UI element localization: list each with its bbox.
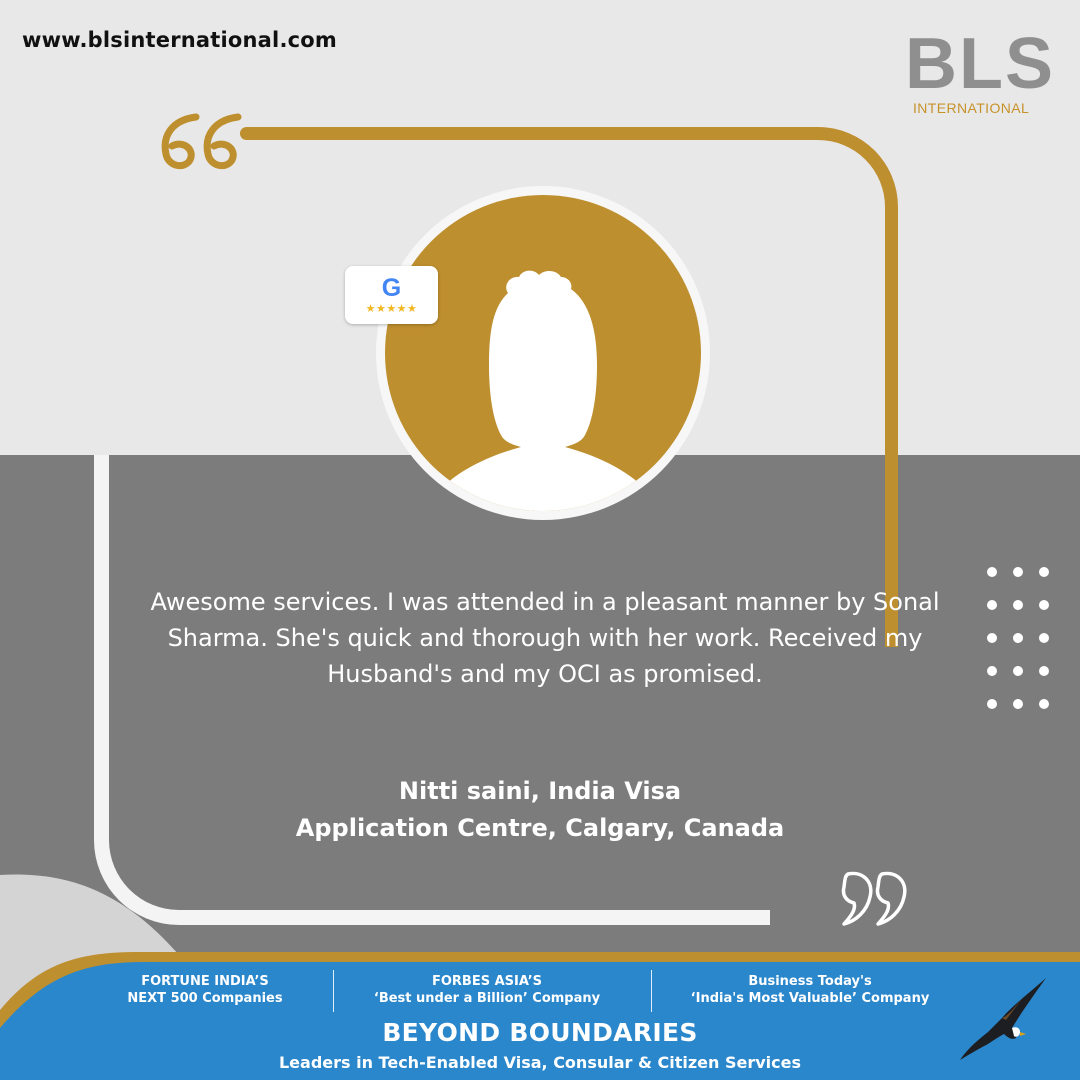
logo-main-text: BLS bbox=[905, 24, 1055, 104]
eagle-icon bbox=[958, 976, 1048, 1064]
author-line-2: Application Centre, Calgary, Canada bbox=[295, 814, 785, 842]
award-business-today: Business Today's ‘India's Most Valuable’ Company bbox=[690, 974, 930, 1006]
logo-sub-text: INTERNATIONAL bbox=[913, 100, 1030, 116]
author-line-1: Nitti saini, India Visa bbox=[398, 777, 682, 805]
award-forbes: FORBES ASIA’S ‘Best under a Billion’ Company bbox=[373, 974, 601, 1006]
banner-subtagline: Leaders in Tech-Enabled Visa, Consular & Citizen Services bbox=[278, 1053, 802, 1072]
award-fortune: FORTUNE INDIA’S NEXT 500 Companies bbox=[127, 974, 283, 1006]
banner-divider bbox=[333, 970, 334, 1012]
google-g-icon: G bbox=[381, 274, 402, 302]
banner-divider bbox=[651, 970, 652, 1012]
banner-tagline: BEYOND BOUNDARIES bbox=[382, 1018, 698, 1047]
review-text: Awesome services. I was attended in a pleasant manner by Sonal Sharma. She's quick and thorough with her work. Received my Husband's and my OCI as promised. bbox=[150, 588, 940, 688]
rating-stars: ★★★★★ bbox=[365, 302, 418, 315]
website-url[interactable]: www.blsinternational.com bbox=[22, 28, 337, 52]
